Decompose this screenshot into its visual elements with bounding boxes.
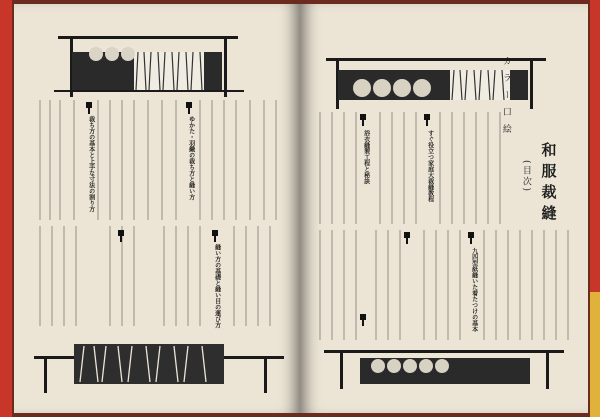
toc-rules-lower-right — [320, 230, 568, 340]
kimono-rack-illustration-top — [54, 36, 244, 97]
book-cover-edge-right — [590, 0, 600, 417]
section-markers-right — [360, 114, 474, 326]
kimono-rack-illustration-top-right — [326, 58, 546, 109]
section-heading-right-3: 九四型紙縫いた着たつけの基本 — [470, 248, 478, 332]
toc-rules-upper — [40, 100, 276, 220]
section-heading-left-3: 縫い方の基礎と縫い目の運び方 — [213, 244, 221, 328]
book-title: 和服裁縫 — [539, 142, 558, 226]
toc-rules-upper-right — [320, 112, 500, 224]
section-heading-right-1: すぐ役立つ家庭大裁縫教程 — [426, 130, 434, 202]
section-heading-left-1: 裁ち方の基本と上手な寸法の割り方 — [87, 116, 95, 212]
section-heading-right-2: 浴衣縫製工程と秘訣 — [362, 130, 370, 184]
kimono-illustration-bottom — [34, 344, 284, 393]
color-plates-heading: カラー口絵 — [500, 56, 511, 141]
right-page — [300, 4, 588, 413]
book-cover-edge-left — [0, 0, 12, 417]
left-page-illustrations — [14, 4, 300, 413]
kimono-illustration-bottom-right — [324, 350, 564, 389]
left-page — [14, 4, 300, 413]
section-heading-left-2: ゆかた・羽織の裁ち方と縫い方 — [187, 116, 195, 200]
book-subtitle: (目次) — [520, 160, 531, 194]
toc-rules-lower — [40, 226, 270, 326]
section-markers-left — [86, 102, 218, 242]
